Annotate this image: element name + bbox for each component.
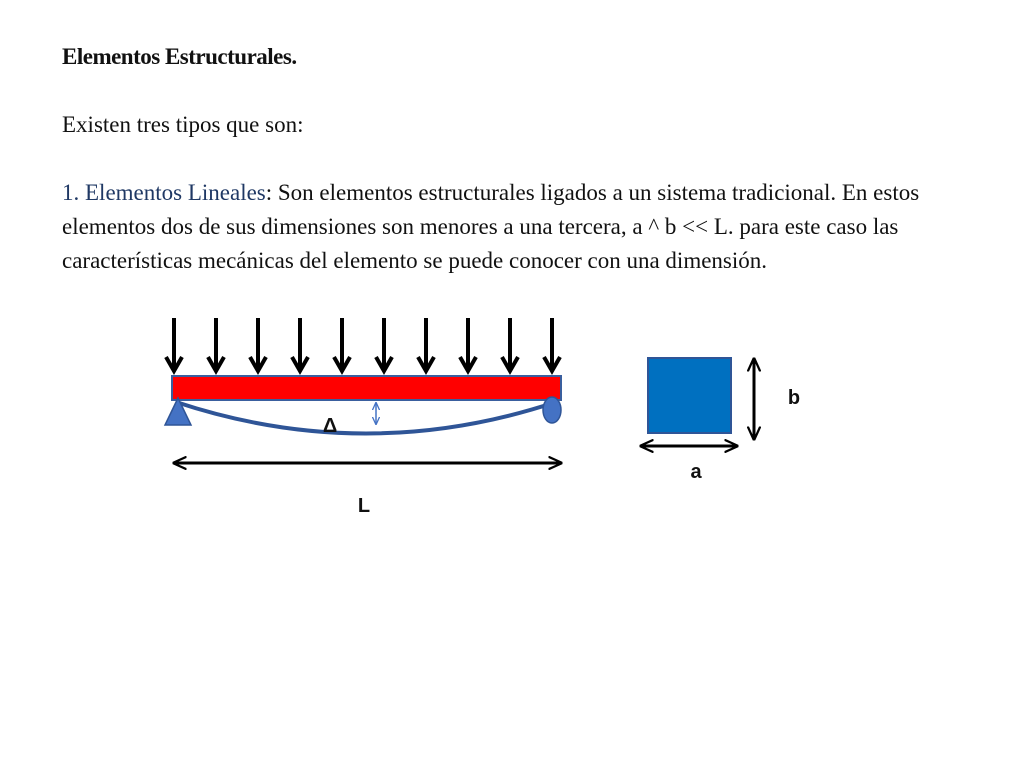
slide-title: Elementos Estructurales. — [62, 44, 297, 69]
pin-support — [165, 398, 191, 425]
item-term: Elementos Lineales — [85, 180, 266, 205]
deflection-label: Δ — [322, 415, 338, 437]
load-arrows — [166, 318, 560, 371]
item-number: 1. — [62, 180, 80, 205]
item-body-part-1: Son elementos estructurales ligados a un sistema tradicional. En estos elementos dos de sus dimensiones son menores a una tercera, a — [62, 180, 920, 239]
length-label: L — [357, 495, 371, 517]
roller-support — [543, 397, 561, 423]
item-body-part-2: b << L. para este caso las características mecánicas del elemento se puede conocer con una dimensión. — [62, 214, 899, 273]
wedge-symbol: ^ — [648, 214, 660, 239]
slide-subtitle: Existen tres tipos que son: — [62, 112, 304, 137]
height-label: b — [787, 387, 801, 409]
item-colon: : — [265, 180, 273, 205]
cross-section — [648, 358, 731, 433]
deflected-shape-curve — [176, 402, 556, 434]
width-label: a — [690, 461, 702, 483]
beam — [172, 376, 561, 400]
